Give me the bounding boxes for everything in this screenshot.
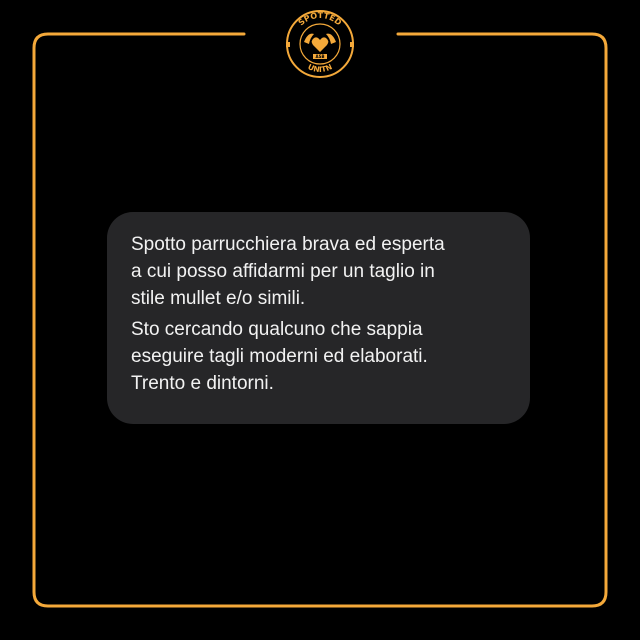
logo-banner-text: ASB [315, 54, 325, 60]
logo-bottom-text: UNITN [306, 62, 334, 75]
message-paragraph-1: Spotto parrucchiera brava ed esperta a cui posso affidarmi per un taglio in stile mullet e/o simili. [131, 234, 445, 309]
message-bubble [107, 212, 530, 424]
message-paragraph-2: Sto cercando qualcuno che sappia eseguire tagli moderni ed elaborati. Trento e dintorni. [131, 319, 428, 394]
spotted-unitn-logo [282, 4, 358, 80]
logo-top-text: SPOTTED [296, 10, 344, 28]
